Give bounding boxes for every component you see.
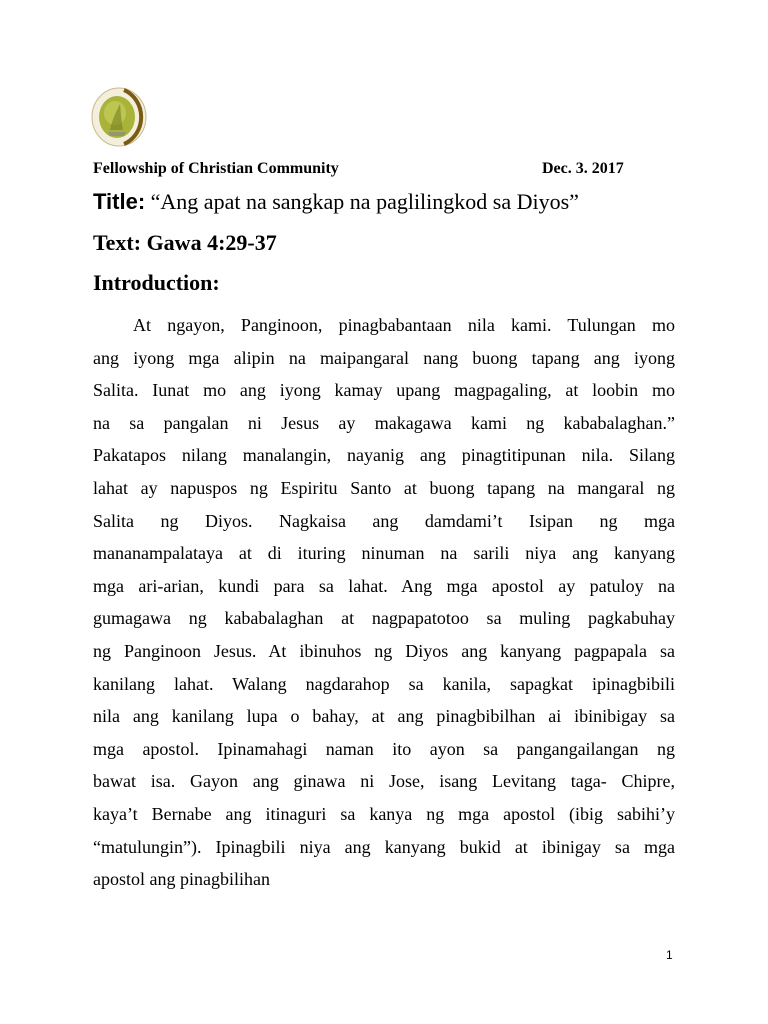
document-date: Dec. 3. 2017 [542, 160, 624, 177]
page-number: 1 [666, 948, 673, 962]
paragraph-line: Salita. Iunat mo ang iyong kamay upang magpagaling, at loobin mo [93, 380, 675, 401]
paragraph-line: apostol ang pinagbilihan [93, 869, 270, 890]
paragraph-line: ng Panginoon Jesus. At ibinuhos ng Diyos ang kanyang pagpapala sa [93, 640, 675, 661]
paragraph-line: bawat isa. Gayon ang ginawa ni Jose, isang Levitang taga- Chipre, [93, 771, 675, 792]
paragraph-line: ang iyong mga alipin na maipangaral nang buong tapang ang iyong [93, 347, 675, 368]
sermon-title [93, 189, 579, 215]
paragraph-line: na sa pangalan ni Jesus ay makagawa kami ng kababalaghan.” [93, 412, 675, 433]
title-value: “Ang apat na sangkap na paglilingkod sa Diyos” [150, 189, 579, 214]
paragraph-line: Salita ng Diyos. Nagkaisa ang damdami’t Isipan ng mga [93, 510, 675, 531]
paragraph-line: lahat ay napuspos ng Espiritu Santo at buong tapang na mangaral ng [93, 477, 675, 498]
document-header [93, 160, 675, 182]
paragraph-line: mga ari-arian, kundi para sa lahat. Ang mga apostol ay patuloy na [93, 575, 675, 596]
logo-seal-icon [90, 86, 148, 148]
paragraph-line: kaya’t Bernabe ang itinaguri sa kanya ng mga apostol (ibig sabihi’y [93, 803, 675, 824]
title-label: Title: [93, 189, 146, 214]
paragraph-line: At ngayon, Panginoon, pinagbabantaan nila kami. Tulungan mo [133, 315, 675, 335]
paragraph-line: mga apostol. Ipinamahagi naman ito ayon sa pangangailangan ng [93, 738, 675, 759]
paragraph-line: “matulungin”). Ipinagbili niya ang kanyang bukid at ibinigay sa mga [93, 836, 675, 857]
scripture-reference: Text: Gawa 4:29-37 [93, 230, 277, 255]
paragraph-line: nila ang kanilang lupa o bahay, at ang pinagbibilhan ai ibinibigay sa [93, 706, 675, 727]
organization-name: Fellowship of Christian Community [93, 160, 339, 177]
paragraph-line: gumagawa ng kababalaghan at nagpapatotoo sa muling pagkabuhay [93, 608, 675, 629]
introduction-paragraph [93, 309, 675, 896]
paragraph-line: kanilang lahat. Walang nagdarahop sa kanila, sapagkat ipinagbibili [93, 673, 675, 694]
paragraph-line: mananampalataya at di ituring ninuman na sarili niya ang kanyang [93, 543, 675, 564]
paragraph-line: Pakatapos nilang manalangin, nayanig ang pinagtitipunan nila. Silang [93, 445, 675, 466]
introduction-heading: Introduction: [93, 270, 220, 295]
